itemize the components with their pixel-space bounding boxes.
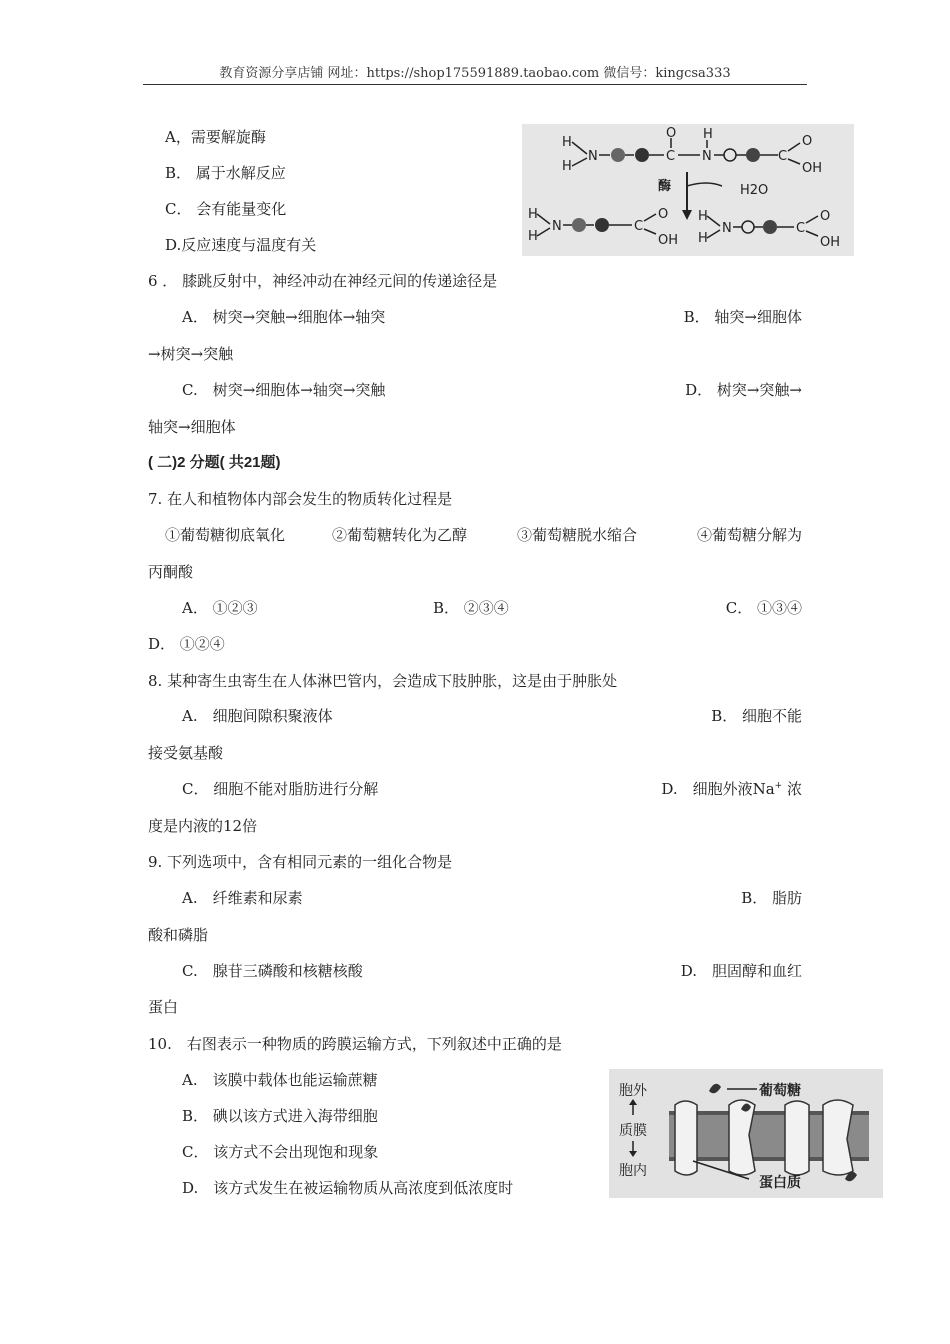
residue-circle: [724, 149, 736, 161]
fig-h-top: H: [528, 207, 538, 222]
fig-c-carbonyl: C: [666, 149, 676, 164]
residue-circle: [595, 218, 609, 232]
q6-option-c: C. 树突→细胞体→轴突→突触: [182, 381, 386, 399]
peptide-hydrolysis-figure: [522, 124, 854, 256]
arrow-down-icon: [682, 210, 692, 220]
section-heading: ( 二)2 分题( 共21题): [148, 454, 281, 471]
q8-option-c: C． 细胞不能对脂肪进行分解: [182, 780, 379, 798]
q6-stem: 6 ． 膝跳反射中，神经冲动在神经元间的传递途径是: [148, 272, 498, 290]
fig-protein-label: 蛋白质: [759, 1175, 801, 1191]
fig-o-carboxyl: O: [802, 134, 813, 149]
q6-option-b: B． 轴突→细胞体: [683, 308, 802, 326]
fig-h-bottom: H: [528, 229, 538, 244]
q9-option-b: B． 脂肪: [741, 889, 802, 907]
residue-circle: [572, 218, 586, 232]
fig-n-left: N: [722, 221, 732, 236]
fig-o-carbonyl: O: [666, 126, 677, 141]
fig-h-top: H: [698, 209, 708, 224]
q5-option-c: C． 会有能量变化: [165, 200, 287, 218]
q8-option-d-tail: 浓: [782, 780, 802, 798]
arrow-down-icon: [629, 1151, 637, 1157]
fig-c-carboxyl: C: [634, 219, 644, 234]
q10-option-d: D. 该方式发生在被运输物质从高浓度到低浓度时: [182, 1179, 514, 1197]
q7-item-2: ②葡萄糖转化为乙醇: [332, 526, 468, 544]
q8-option-d-cont: 度是内液的12倍: [148, 817, 258, 835]
q5-option-a: A，需要解旋酶: [165, 128, 266, 146]
fig-n-left: N: [552, 219, 562, 234]
q7-option-d: D． ①②④: [148, 635, 225, 653]
q9-option-b-cont: 酸和磷脂: [148, 926, 209, 944]
residue-circle: [763, 220, 777, 234]
q10-option-b: B． 碘以该方式进入海带细胞: [182, 1107, 378, 1125]
fig-h-bottom: H: [562, 159, 572, 174]
fig-oh-carboxyl: OH: [820, 235, 841, 250]
q6-option-d-cont: 轴突→细胞体: [148, 418, 236, 436]
q7-option-a: A． ①②③: [182, 599, 258, 617]
fig-o-carboxyl: O: [658, 207, 669, 222]
q8-option-b: B． 细胞不能: [711, 707, 802, 725]
fig-inside-label: 胞内: [619, 1163, 647, 1179]
q9-option-c: C. 腺苷三磷酸和核糖核酸: [182, 962, 363, 980]
q5-option-d: D.反应速度与温度有关: [165, 236, 317, 254]
carrier-protein: [785, 1101, 809, 1175]
q8-option-d: [600, 779, 802, 799]
q7-item-4: ④葡萄糖分解为: [696, 526, 802, 544]
q7-item-1: ①葡萄糖彻底氧化: [165, 526, 286, 544]
q7-option-c: C． ①③④: [725, 599, 802, 617]
q9-option-d: D. 胆固醇和血红: [680, 962, 802, 980]
residue-circle: [635, 148, 649, 162]
q9-option-d-cont: 蛋白: [148, 998, 179, 1016]
q9-stem: 9. 下列选项中，含有相同元素的一组化合物是: [148, 853, 453, 871]
q6-option-d: D． 树突→突触→: [685, 381, 802, 399]
q7-item-4-cont: 丙酮酸: [148, 563, 194, 581]
fig-h-top: H: [562, 135, 572, 150]
page-header: 教育资源分享店铺 网址：https://shop175591889.taobao.com 微信号：kingcsa333: [219, 66, 731, 81]
arrow-up-icon: [629, 1099, 637, 1105]
header-divider: [143, 84, 807, 85]
glucose-molecule-icon: [709, 1084, 721, 1093]
fig-oh-carboxyl: OH: [802, 161, 823, 176]
fig-h-amide: H: [703, 127, 713, 142]
membrane-transport-figure: [609, 1069, 883, 1198]
fig-enzyme-label: 酶: [658, 179, 672, 194]
fig-membrane-label: 质膜: [619, 1123, 647, 1139]
fig-n-amide: N: [702, 149, 712, 164]
fig-outside-label: 胞外: [619, 1083, 647, 1099]
q8-option-a: A. 细胞间隙积聚液体: [182, 707, 333, 725]
q10-stem: 10. 右图表示一种物质的跨膜运输方式，下列叙述中正确的是: [148, 1035, 562, 1053]
fig-glucose-label: 葡萄糖: [759, 1083, 801, 1099]
fig-water-label: H2O: [740, 183, 769, 198]
q5-option-b: B． 属于水解反应: [165, 164, 286, 182]
q6-option-b-cont: →树突→突触: [148, 345, 234, 363]
residue-circle: [611, 148, 625, 162]
q8-stem: 8. 某种寄生虫寄生在人体淋巴管内，会造成下肢肿胀，这是由于肿胀处: [148, 672, 618, 690]
q10-option-a: A. 该膜中载体也能运输蔗糖: [182, 1071, 378, 1089]
q8-option-d-superscript: +: [774, 781, 783, 791]
fig-n-left: N: [588, 149, 598, 164]
residue-circle: [742, 221, 754, 233]
q8-option-d-text: D. 细胞外液Na: [661, 780, 775, 798]
fig-o-carboxyl: O: [820, 209, 831, 224]
q10-option-c: C． 该方式不会出现饱和现象: [182, 1143, 379, 1161]
q7-item-3: ③葡萄糖脱水缩合: [517, 526, 638, 544]
fig-h-bottom: H: [698, 231, 708, 246]
fig-c-carboxyl: C: [778, 149, 788, 164]
q8-option-b-cont: 接受氨基酸: [148, 744, 224, 762]
q7-option-b: B． ②③④: [433, 599, 509, 617]
q9-option-a: A. 纤维素和尿素: [182, 889, 303, 907]
fig-oh-carboxyl: OH: [658, 233, 679, 248]
q6-option-a: A． 树突→突触→细胞体→轴突: [182, 308, 386, 326]
residue-circle: [746, 148, 760, 162]
carrier-protein: [675, 1101, 697, 1175]
q7-stem: 7. 在人和植物体内部会发生的物质转化过程是: [148, 490, 453, 508]
fig-c-carboxyl: C: [796, 221, 806, 236]
